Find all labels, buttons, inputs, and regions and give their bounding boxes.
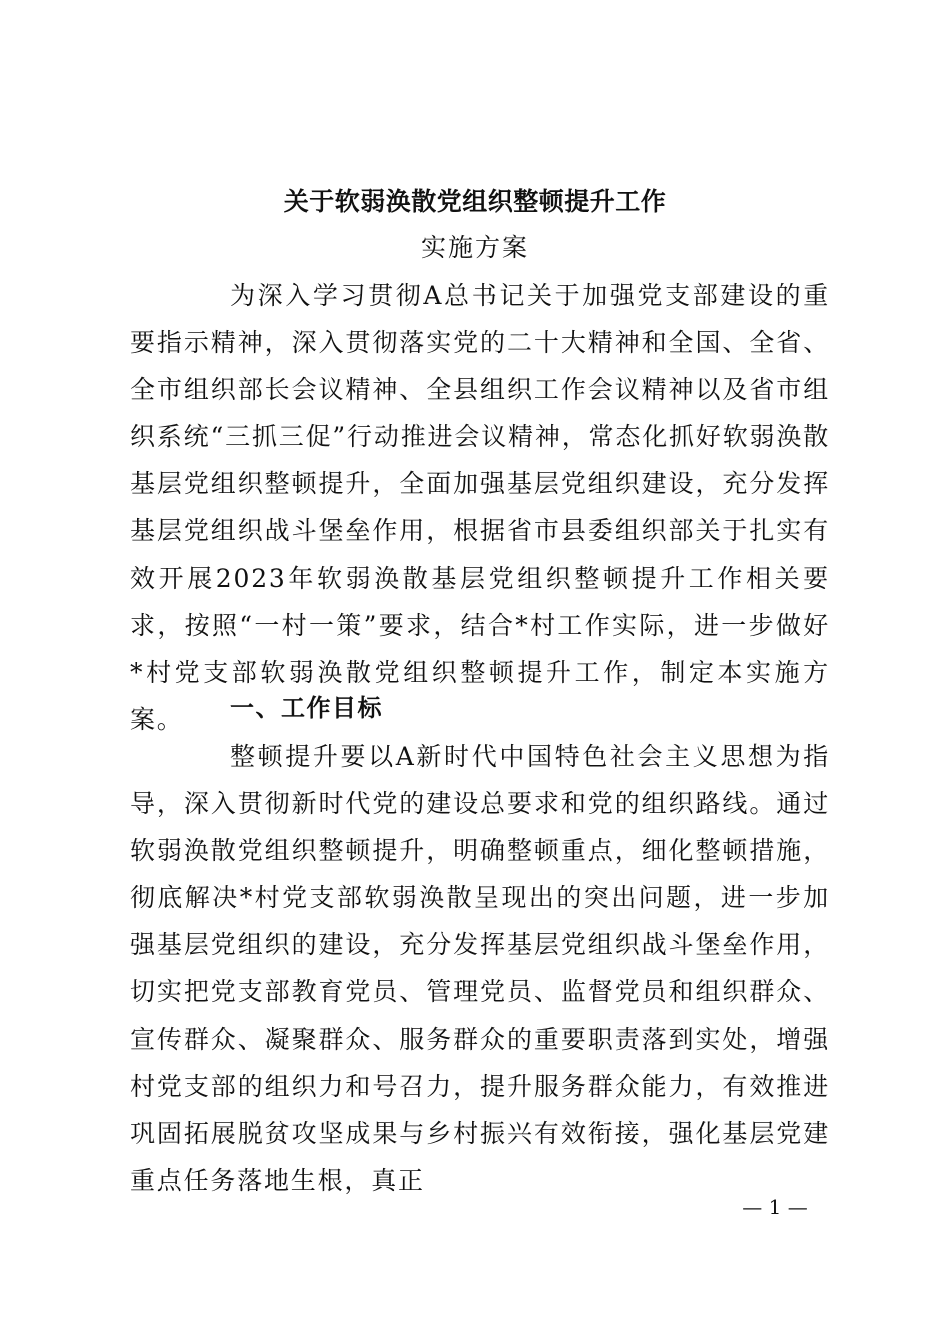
section-heading-work-goals: 一、工作目标 [230, 694, 383, 722]
document-title: 关于软弱涣散党组织整顿提升工作 [283, 187, 667, 216]
document-subtitle: 实施方案 [420, 233, 529, 262]
page-number: — 1 — [742, 1195, 808, 1219]
intro-paragraph: 为深入学习贯彻A总书记关于加强党支部建设的重要指示精神，深入贯彻落实党的二十大精神和全国、全省、全市组织部长会议精神、全县组织工作会议精神以及省市组织系统“三抓三促”行动推进会议精神，常态化抓好软弱涣散基层党组织整顿提升，全面加强基层党组织建设，充分发挥基层党组织战斗堡垒作用，根据省市县委组织部关于扎实有效开展2023年软弱涣散基层党组织整顿提升工作相关要求，按照“一村一策”要求，结合*村工作实际，进一步做好*村党支部软弱涣散党组织整顿提升工作，制定本实施方案。 [130, 281, 830, 734]
work-goals-paragraph: 整顿提升要以A新时代中国特色社会主义思想为指导，深入贯彻新时代党的建设总要求和党的组织路线。通过软弱涣散党组织整顿提升，明确整顿重点，细化整顿措施，彻底解决*村党支部软弱涣散呈现出的突出问题，进一步加强基层党组织的建设，充分发挥基层党组织战斗堡垒作用，切实把党支部教育党员、管理党员、监督党员和组织群众、宣传群众、凝聚群众、服务群众的重要职责落到实处，增强村党支部的组织力和号召力，提升服务群众能力，有效推进巩固拓展脱贫攻坚成果与乡村振兴有效衔接，强化基层党建重点任务落地生根，真正 [130, 742, 830, 1195]
